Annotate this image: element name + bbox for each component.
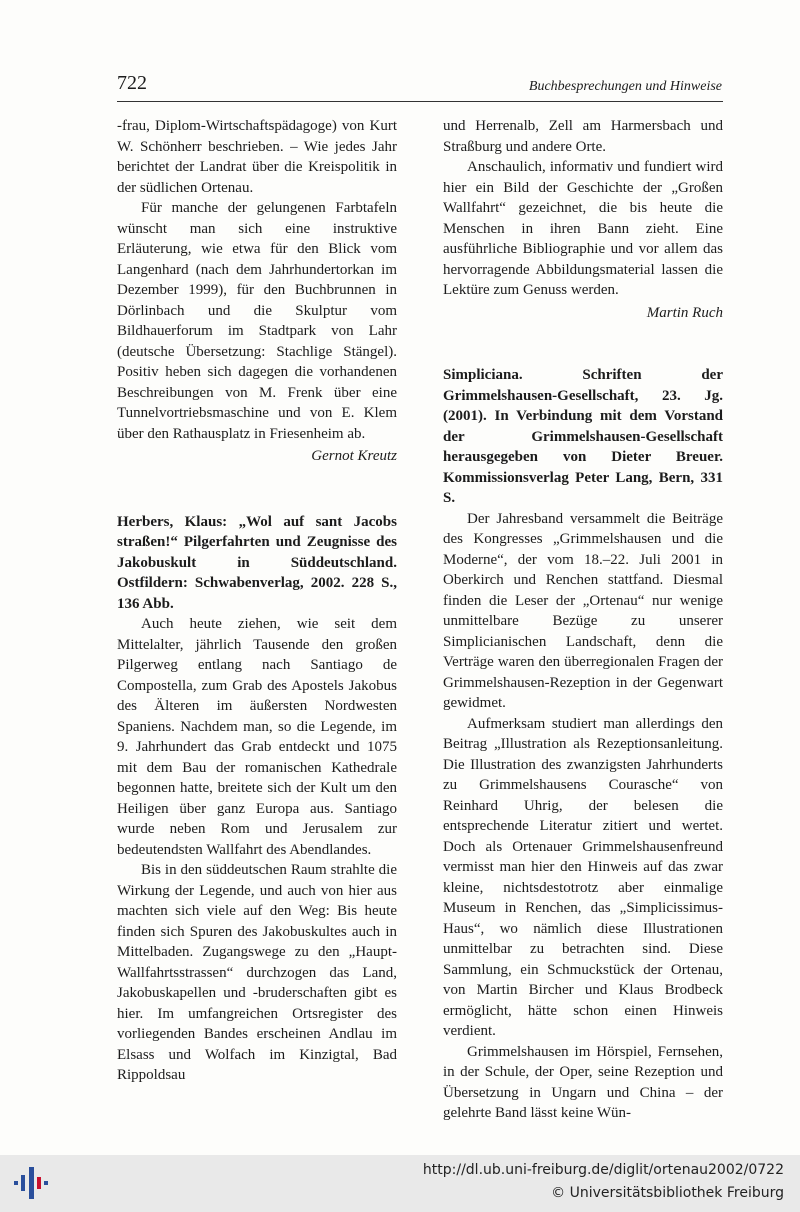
source-url-link[interactable]: http://dl.ub.uni-freiburg.de/diglit/ortenau2002/0722 — [422, 1162, 784, 1178]
ub-freiburg-logo-icon — [12, 1163, 52, 1203]
paragraph: und Herrenalb, Zell am Harmersbach und Straßburg und andere Orte. — [443, 118, 723, 155]
header-rule — [117, 101, 723, 102]
paragraph: Der Jahresband versammelt die Beiträge des Kongresses „Grimmelshausen und die Moderne“, der vom 18.–22. Juli 2001 in Oberkirch und Renchen stattfand. Diesmal finden die Leser der „Ortenau“ nur wenige unmittelbare Bezüge zu unserer Simplicianischen Landschaft, denn die Verträge waren den überregionalen Fragen der Grimmelshausen-Rezeption in der Gegenwart gewidmet. — [443, 510, 723, 711]
paragraph: -frau, Diplom-Wirtschaftspädagoge) von Kurt W. Schönherr beschrieben. – Wie jedes Jahr berichtet der Landrat über die Kreispolitik in der südlichen Ortenau. — [117, 118, 397, 196]
copyright-text: © Universitätsbibliothek Freiburg — [551, 1185, 784, 1201]
paragraph: Für manche der gelungenen Farbtafeln wünscht man sich eine instruktive Erläuterung, wie etwa für den Blick vom Langenhard (nach dem Jahrhundertorkan im Dezember 1999), für den Buchbrunnen in Dörlinbach und die Skulptur vom Bildhauerforum im Stadtpark von Lahr (deutsche Übersetzung: Stachlige Stängel). Positiv heben sich dagegen die vorhandenen Beschreibungen von M. Frenk über eine Tunnelvortriebsmaschine und von E. Klem über den Rathausplatz in Friesenheim ab. — [117, 200, 397, 442]
reviewer-signature: Gernot Kreutz — [311, 448, 397, 464]
left-column — [117, 116, 397, 1086]
right-column — [443, 116, 723, 1124]
paragraph: Auch heute ziehen, wie seit dem Mittelalter, jährlich Tausende den großen Pilgerweg entlang nach Santiago de Compostella, zum Grab des Apostels Jakobus des Älteren im äußersten Nordwesten Spaniens. Nachdem man, so die Legende, im 9. Jahrhundert das Grab entdeckt und 1075 mit dem Bau der romanischen Kathedrale begonnen hatte, breitete sich der Kult um den Heiligen über ganz Europa aus. Santiago wurde neben Rom und Jerusalem zur bedeutendsten Wallfahrt des Abendlandes. — [117, 616, 397, 858]
paragraph: Bis in den süddeutschen Raum strahlte die Wirkung der Legende, und auch von hier aus machten sich viele auf den Weg: Bis heute finden sich Spuren des Jakobuskultes auch in Mittelbaden. Zugangswege zu den „Haupt-Wallfahrtsstrassen“ durchzogen das Land, Jakobuskapellen und -bruderschaften gibt es hier. Im umfangreichen Ortsregister des vorliegenden Bandes erscheinen Andlau im Elsass und Wolfach im Kinzigtal, Bad Rippoldsau — [117, 862, 397, 1083]
review-heading: Herbers, Klaus: „Wol auf sant Jacobs straßen!“ Pilgerfahrten und Zeugnisse des Jakobuskult in Süddeutschland. Ostfildern: Schwabenverlag, 2002. 228 S., 136 Abb. — [117, 513, 397, 612]
review-heading: Simpliciana. Schriften der Grimmelshausen-Gesellschaft, 23. Jg. (2001). In Verbindung mit dem Vorstand der Grimmelshausen-Gesellschaft herausgegeben von Dieter Breuer. Kommissionsverlag Peter Lang, Bern, 331 S. — [443, 367, 723, 506]
paragraph: Grimmelshausen im Hörspiel, Fernsehen, in der Schule, der Oper, seine Rezeption und Übersetzung in Ungarn und China – der gelehrte Band lässt keine Wün- — [443, 1043, 723, 1121]
running-title: Buchbesprechungen und Hinweise — [528, 79, 722, 94]
paragraph: Anschaulich, informativ und fundiert wird hier ein Bild der Geschichte der „Großen Wallfahrt“ gezeichnet, die bis heute die Menschen in ihren Bann zieht. Eine ausführliche Bibliographie und vor allem das hervorragende Abbildungsmaterial lassen die Lektüre zum Genuss werden. — [443, 159, 723, 298]
paragraph: Aufmerksam studiert man allerdings den Beitrag „Illustration als Rezeptionsanleitung. Die Illustration des zwanzigsten Jahrhunderts zu Grimmelshausens Courasche“ von Reinhard Uhrig, der belesen die entsprechende Literatur zitiert und wertet. Doch als Ortenauer Grimmelshausenfreund vermisst man hier den Hinweis auf das zwar kleine, nichtsdestotrotz aber einmalige Museum in Renchen, das „Simplicissimus-Haus“, wo nämlich diese Illustrationen unmittelbar zu betrachten sind. Diese Sammlung, ein Schmuckstück der Ortenau, von Martin Bircher und Klaus Brodbeck ermöglicht, hätte schon einen Hinweis verdient. — [443, 715, 723, 1039]
footer-bar — [0, 1155, 800, 1212]
page-number: 722 — [117, 72, 147, 94]
reviewer-signature: Martin Ruch — [646, 304, 723, 321]
